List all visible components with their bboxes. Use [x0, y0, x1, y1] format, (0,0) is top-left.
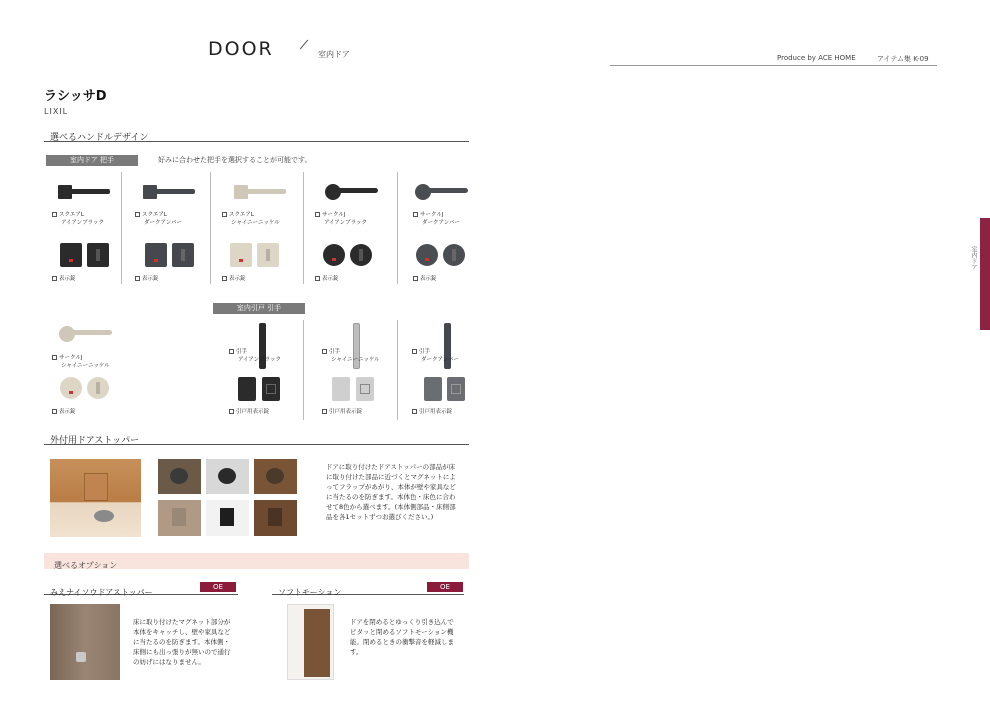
indicator-plate	[60, 243, 82, 267]
pull-series: 引手	[419, 349, 431, 355]
stopper-swatch	[254, 459, 297, 494]
indicator-plate	[145, 243, 167, 267]
stopper-swatch	[206, 459, 249, 494]
checkbox[interactable]	[52, 212, 57, 217]
pull-color: アイアンブラック	[238, 357, 282, 363]
thumbturn-plate	[172, 243, 194, 267]
thumbturn-plate	[257, 243, 279, 267]
indicator-label: 表示錠	[142, 276, 159, 282]
indicator-label: 表示錠	[59, 409, 76, 415]
divider	[303, 172, 304, 284]
sliding-label: 室内引戸 引手	[213, 303, 305, 314]
handle-series: サークルJ	[322, 212, 346, 218]
indicator-label: 引戸用表示錠	[329, 409, 363, 415]
handle-series: サークルJ	[420, 212, 444, 218]
thumbturn-plate	[87, 243, 109, 267]
pull-option[interactable]	[322, 348, 380, 364]
handle-color: アイアンブラック	[61, 220, 105, 226]
thumbturn-plate	[87, 377, 109, 399]
title-divider	[300, 40, 308, 50]
indicator-plate	[424, 377, 442, 401]
stopper-photo	[50, 459, 141, 537]
divider	[210, 172, 211, 284]
pull-series: 引手	[329, 349, 341, 355]
divider	[397, 320, 398, 420]
indicator-option[interactable]	[315, 275, 339, 283]
checkbox[interactable]	[52, 355, 57, 360]
indicator-plate	[332, 377, 350, 401]
checkbox[interactable]	[222, 276, 227, 281]
stopper-swatch	[158, 500, 201, 536]
indicator-label: 引戸用表示錠	[419, 409, 453, 415]
checkbox[interactable]	[322, 409, 327, 414]
checkbox[interactable]	[322, 349, 327, 354]
handle-lever-image	[141, 182, 197, 204]
indicator-option[interactable]	[412, 408, 452, 416]
stopper-description: ドアに取り付けたドアストッパーの部品が床に取り付けた部品に近づくとマグネットによってフラップがあがり、本体が壁や家具などに当たるのを防ぎます。本体色・床色に合わせて8色から選べます。(本体側部品・床側部品を各1セットずつお選びください。)	[326, 463, 456, 521]
handle-lever-image	[56, 182, 112, 204]
handle-lever-image	[412, 182, 470, 204]
pull-color: シャイニーニッケル	[331, 357, 380, 363]
checkbox[interactable]	[412, 349, 417, 354]
stopper-swatch	[158, 459, 201, 494]
checkbox[interactable]	[222, 212, 227, 217]
options-bar	[44, 553, 469, 569]
checkbox[interactable]	[315, 212, 320, 217]
option-description: 床に取り付けたマグネット部分が本体をキャッチし、壁や家具などに当たるのを防ぎます。本体側・床側にも出っ張りが無いので通行の妨げにはなりません。	[133, 618, 231, 666]
thumbturn-plate	[356, 377, 374, 401]
option-title: ソフトモーション	[278, 588, 342, 597]
stopper-swatch	[254, 500, 297, 536]
indicator-plate	[230, 243, 252, 267]
checkbox[interactable]	[413, 276, 418, 281]
section-tab-label: 室内ドア	[970, 246, 977, 270]
checkbox[interactable]	[135, 276, 140, 281]
handle-series: スクエアL	[229, 212, 254, 218]
header-rule	[610, 65, 937, 66]
stopper-swatch	[206, 500, 249, 536]
handle-color: ダークアンバー	[422, 220, 460, 226]
pull-series: 引手	[236, 349, 248, 355]
divider	[121, 172, 122, 284]
handle-note: 好みに合わせた把手を選択することが可能です。	[158, 156, 312, 164]
section-heading: 選べるハンドルデザイン	[50, 133, 149, 143]
oe-badge: OE	[200, 582, 236, 592]
section-tab[interactable]	[980, 218, 990, 330]
handle-lever-image	[56, 324, 114, 346]
handle-lever-image	[232, 182, 288, 204]
handle-label: 室内ドア 把手	[46, 155, 138, 166]
indicator-plate	[238, 377, 256, 401]
checkbox[interactable]	[229, 349, 234, 354]
pull-option[interactable]	[412, 348, 459, 364]
checkbox[interactable]	[412, 409, 417, 414]
thumbturn-plate	[447, 377, 465, 401]
handle-series: スクエアL	[59, 212, 84, 218]
indicator-option[interactable]	[229, 408, 269, 416]
handle-option[interactable]	[315, 211, 367, 227]
oe-badge: OE	[427, 582, 463, 592]
indicator-option[interactable]	[135, 275, 159, 283]
checkbox[interactable]	[52, 409, 57, 414]
handle-option[interactable]	[135, 211, 182, 227]
section-heading: 選べるオプション	[54, 561, 118, 570]
item-code: アイテム集 K-09	[877, 55, 929, 63]
thumbturn-plate	[443, 244, 465, 266]
option-photo	[287, 604, 334, 680]
indicator-option[interactable]	[52, 408, 76, 416]
page-title: DOOR	[208, 38, 274, 60]
checkbox[interactable]	[315, 276, 320, 281]
checkbox[interactable]	[413, 212, 418, 217]
handle-option[interactable]	[52, 354, 110, 370]
checkbox[interactable]	[52, 276, 57, 281]
indicator-label: 表示錠	[229, 276, 246, 282]
indicator-option[interactable]	[222, 275, 246, 283]
section-heading: 外付用ドアストッパー	[50, 436, 140, 446]
indicator-label: 表示錠	[322, 276, 339, 282]
indicator-plate	[60, 377, 82, 399]
section-handle-design	[44, 125, 469, 142]
handle-color: ダークアンバー	[144, 220, 182, 226]
indicator-label: 表示錠	[420, 276, 437, 282]
producer-label: Produce by ACE HOME	[777, 54, 856, 62]
option-photo	[50, 604, 120, 680]
pull-color: ダークアンバー	[421, 357, 459, 363]
product-name: ラシッサD	[44, 89, 107, 104]
handle-color: シャイニーニッケル	[61, 363, 110, 369]
checkbox[interactable]	[229, 409, 234, 414]
divider	[397, 172, 398, 284]
handle-option[interactable]	[52, 211, 104, 227]
indicator-label: 表示錠	[59, 276, 76, 282]
pull-option[interactable]	[229, 348, 281, 364]
indicator-plate	[323, 244, 345, 266]
option-title: みえナイソウドアストッパー	[50, 588, 153, 597]
handle-series: スクエアL	[142, 212, 167, 218]
indicator-option[interactable]	[413, 275, 437, 283]
section-door-stopper	[44, 428, 469, 445]
indicator-option[interactable]	[322, 408, 362, 416]
handle-option[interactable]	[413, 211, 460, 227]
handle-series: サークルJ	[59, 355, 83, 361]
page-subtitle: 室内ドア	[318, 50, 350, 59]
indicator-plate	[416, 244, 438, 266]
handle-option[interactable]	[222, 211, 280, 227]
divider	[303, 320, 304, 420]
checkbox[interactable]	[135, 212, 140, 217]
product-maker: LIXIL	[44, 107, 69, 116]
thumbturn-plate	[350, 244, 372, 266]
indicator-option[interactable]	[52, 275, 76, 283]
option-description: ドアを閉めるとゆっくり引き込んでピタッと閉めるソフトモーション機能。閉めるときの衝撃音を軽減します。	[350, 618, 454, 656]
handle-color: アイアンブラック	[324, 220, 368, 226]
thumbturn-plate	[262, 377, 280, 401]
handle-lever-image	[322, 182, 380, 204]
indicator-label: 引戸用表示錠	[236, 409, 270, 415]
handle-color: シャイニーニッケル	[231, 220, 280, 226]
